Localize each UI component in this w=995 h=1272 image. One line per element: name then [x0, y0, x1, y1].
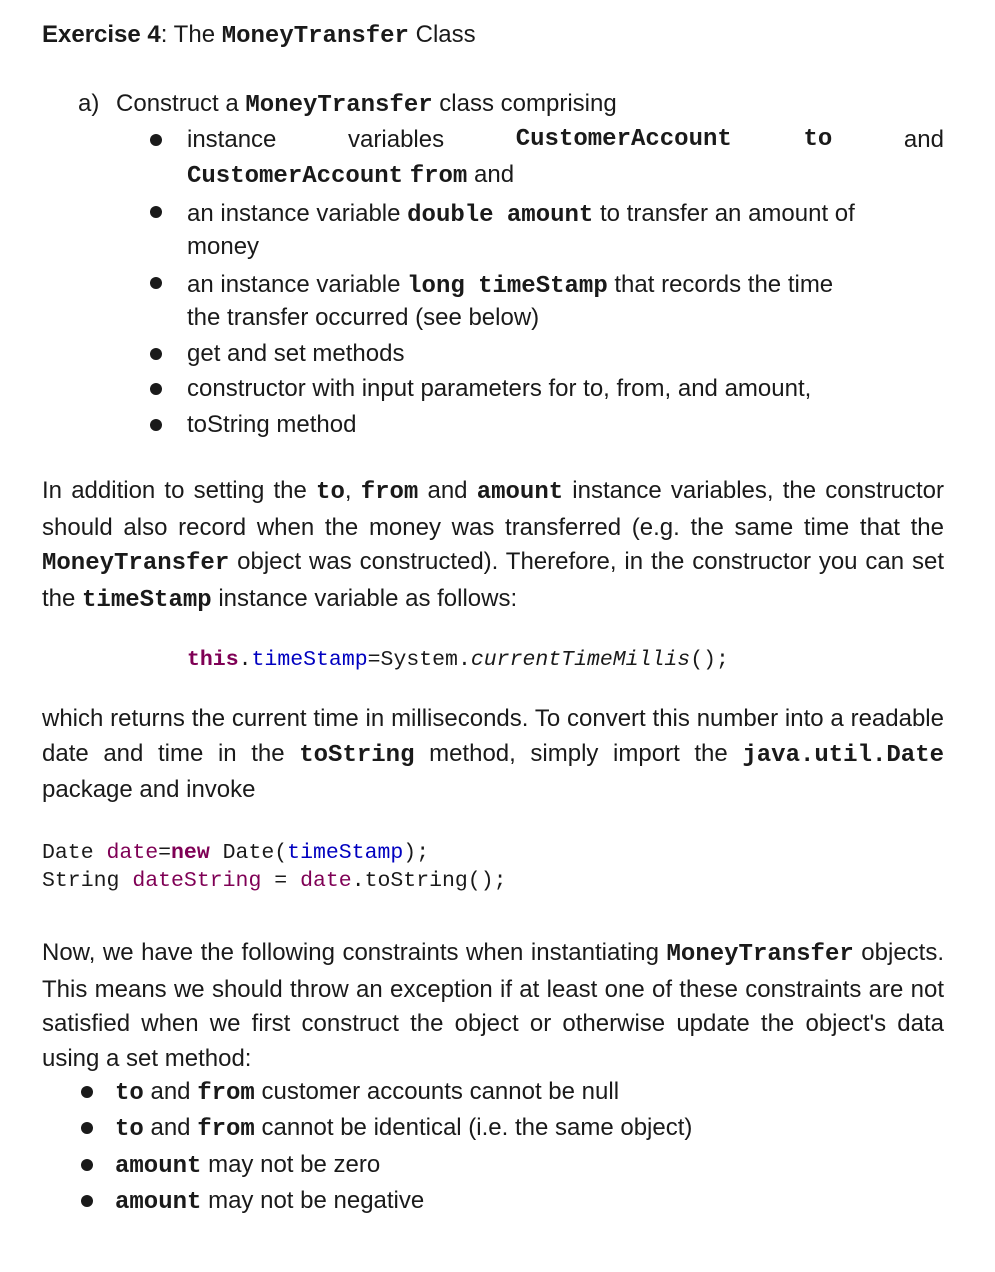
bullet-2-text: [187, 196, 944, 233]
b1-var-to: to: [803, 126, 833, 153]
code1-dot: .: [238, 648, 252, 672]
part-a-intro: [78, 89, 617, 121]
k3-amount: amount: [115, 1153, 202, 1180]
b3-var: timeStamp: [478, 273, 608, 300]
p1-t4: instance variables, the constructor should also record when the money was transferred (e.g. the same time that the: [42, 477, 944, 541]
code2-new: new: [171, 841, 210, 865]
b2-cont: money: [187, 233, 260, 260]
constraint-3: [115, 1150, 380, 1182]
paragraph-constraints: [42, 936, 944, 1076]
part-a-intro-post: class comprising: [432, 90, 617, 117]
code2-ctor: Date(: [209, 841, 288, 865]
code2-type-string: String: [42, 869, 133, 893]
p1-code-timestamp: timeStamp: [82, 586, 212, 614]
bullet-dot: [150, 348, 162, 360]
b1-word-variables: variables: [348, 126, 445, 153]
paragraph-milliseconds: [42, 702, 944, 808]
code2-obj: date: [300, 869, 352, 893]
p1-t5: object was constructed). Therefore, in the constructor you can set the: [42, 548, 944, 612]
k1-to: to: [115, 1080, 144, 1107]
p2-t1: which returns the current time in milliseconds. To convert this number into a readable date and time in the: [42, 705, 944, 767]
part-a-intro-pre: Construct a: [116, 90, 246, 117]
p2-t2: method, simply import the: [414, 739, 743, 767]
paragraph-constructor: [42, 474, 944, 618]
p3-t1: Now, we have the following constraints when instantiating: [42, 939, 667, 966]
bullet-1-line-2: [187, 160, 514, 192]
k3-text: may not be zero: [201, 1151, 381, 1178]
code1-end: ();: [690, 648, 729, 672]
p1-code-amount: amount: [476, 479, 564, 506]
exercise-title: [42, 20, 476, 52]
p2-code-tostring: toString: [299, 741, 415, 769]
p3-code-class: MoneyTransfer: [666, 941, 854, 968]
b1-type-2: CustomerAccount: [187, 163, 404, 190]
bullet-dot: [150, 206, 162, 218]
code2-var-date: date: [106, 841, 159, 865]
b2-type: double: [407, 202, 494, 229]
code2-end1: );: [403, 841, 430, 865]
constraint-2: [115, 1113, 692, 1145]
title-connector: : The: [160, 21, 222, 48]
p2-t3: package and invoke: [42, 776, 256, 803]
k1-text: customer accounts cannot be null: [254, 1078, 620, 1105]
k4-amount: amount: [115, 1189, 202, 1216]
k2-to: to: [115, 1116, 144, 1143]
k1-and: and: [143, 1078, 198, 1105]
code2-arg: timeStamp: [287, 841, 404, 865]
p1-t6: instance variable as follows:: [211, 584, 518, 612]
bullet-dot: [150, 419, 162, 431]
constraint-4: [115, 1186, 424, 1218]
code1-field: timeStamp: [251, 648, 368, 672]
p3-t2: objects. This means we should throw an exception if at least one of these constraints are not satisfied when we first construct the object or otherwise update the object's data using a set method:: [42, 939, 944, 1072]
code1-system: =System.: [367, 648, 471, 672]
b1-type-1: CustomerAccount: [515, 126, 732, 153]
code2-eq: =: [158, 841, 172, 865]
bullet-4-text: get and set methods: [187, 340, 405, 367]
b2-post: to transfer an amount of: [593, 200, 855, 227]
b1-var-from: from: [409, 163, 468, 190]
p1-t3: and: [418, 477, 477, 504]
k2-and: and: [143, 1114, 198, 1141]
code2-var-datestring: dateString: [132, 869, 262, 893]
b3-type: long: [407, 273, 465, 300]
b3-post: that records the time: [607, 271, 834, 298]
bullet-3-cont: [187, 303, 539, 333]
p1-t2: ,: [344, 477, 361, 504]
code2-type-date: Date: [42, 841, 107, 865]
b2-pre: an instance variable: [187, 200, 408, 227]
bullet-3-text: [187, 267, 944, 304]
bullet-5-text: constructor with input parameters for to, from, and amount,: [187, 375, 812, 402]
k2-from: from: [197, 1116, 255, 1143]
bullet-dot: [81, 1086, 93, 1098]
b3-cont: the transfer occurred (see below): [187, 304, 540, 331]
k2-text: cannot be identical (i.e. the same object): [254, 1114, 693, 1141]
bullet-dot: [150, 277, 162, 289]
p1-code-class: MoneyTransfer: [42, 550, 230, 577]
b2-var: amount: [506, 202, 594, 229]
exercise-label: Exercise 4: [42, 21, 161, 48]
code1-this: this: [187, 648, 239, 672]
bullet-dot: [150, 134, 162, 146]
p1-code-to: to: [316, 479, 345, 506]
bullet-2-cont: [187, 232, 259, 262]
bullet-dot: [81, 1159, 93, 1171]
k4-text: may not be negative: [201, 1187, 425, 1214]
constraint-1: [115, 1077, 619, 1109]
title-class-name: MoneyTransfer: [221, 23, 409, 50]
p1-t1: In addition to setting the: [42, 477, 317, 504]
bullet-dot: [81, 1195, 93, 1207]
title-suffix: Class: [408, 21, 476, 48]
bullet-dot: [81, 1122, 93, 1134]
part-a-intro-class: MoneyTransfer: [245, 92, 433, 119]
p2-code-package: java.util.Date: [742, 741, 944, 769]
code-timestamp-assignment: [187, 646, 729, 674]
part-a-marker: a): [78, 90, 100, 117]
bullet-dot: [150, 383, 162, 395]
b1-word-and: and: [903, 126, 944, 153]
b1-word-instance: instance: [187, 126, 277, 153]
code2-eq2: =: [261, 869, 301, 893]
code1-method: currentTimeMillis: [470, 648, 691, 672]
p1-code-from: from: [360, 479, 419, 506]
bullet-6-text: toString method: [187, 411, 357, 438]
k1-from: from: [197, 1080, 255, 1107]
b3-pre: an instance variable: [187, 271, 408, 298]
bullet-1-line-1: [187, 125, 944, 155]
code2-call: .toString();: [351, 869, 507, 893]
code-date-conversion: [42, 839, 507, 895]
b1-trailing-and: and: [467, 161, 515, 188]
